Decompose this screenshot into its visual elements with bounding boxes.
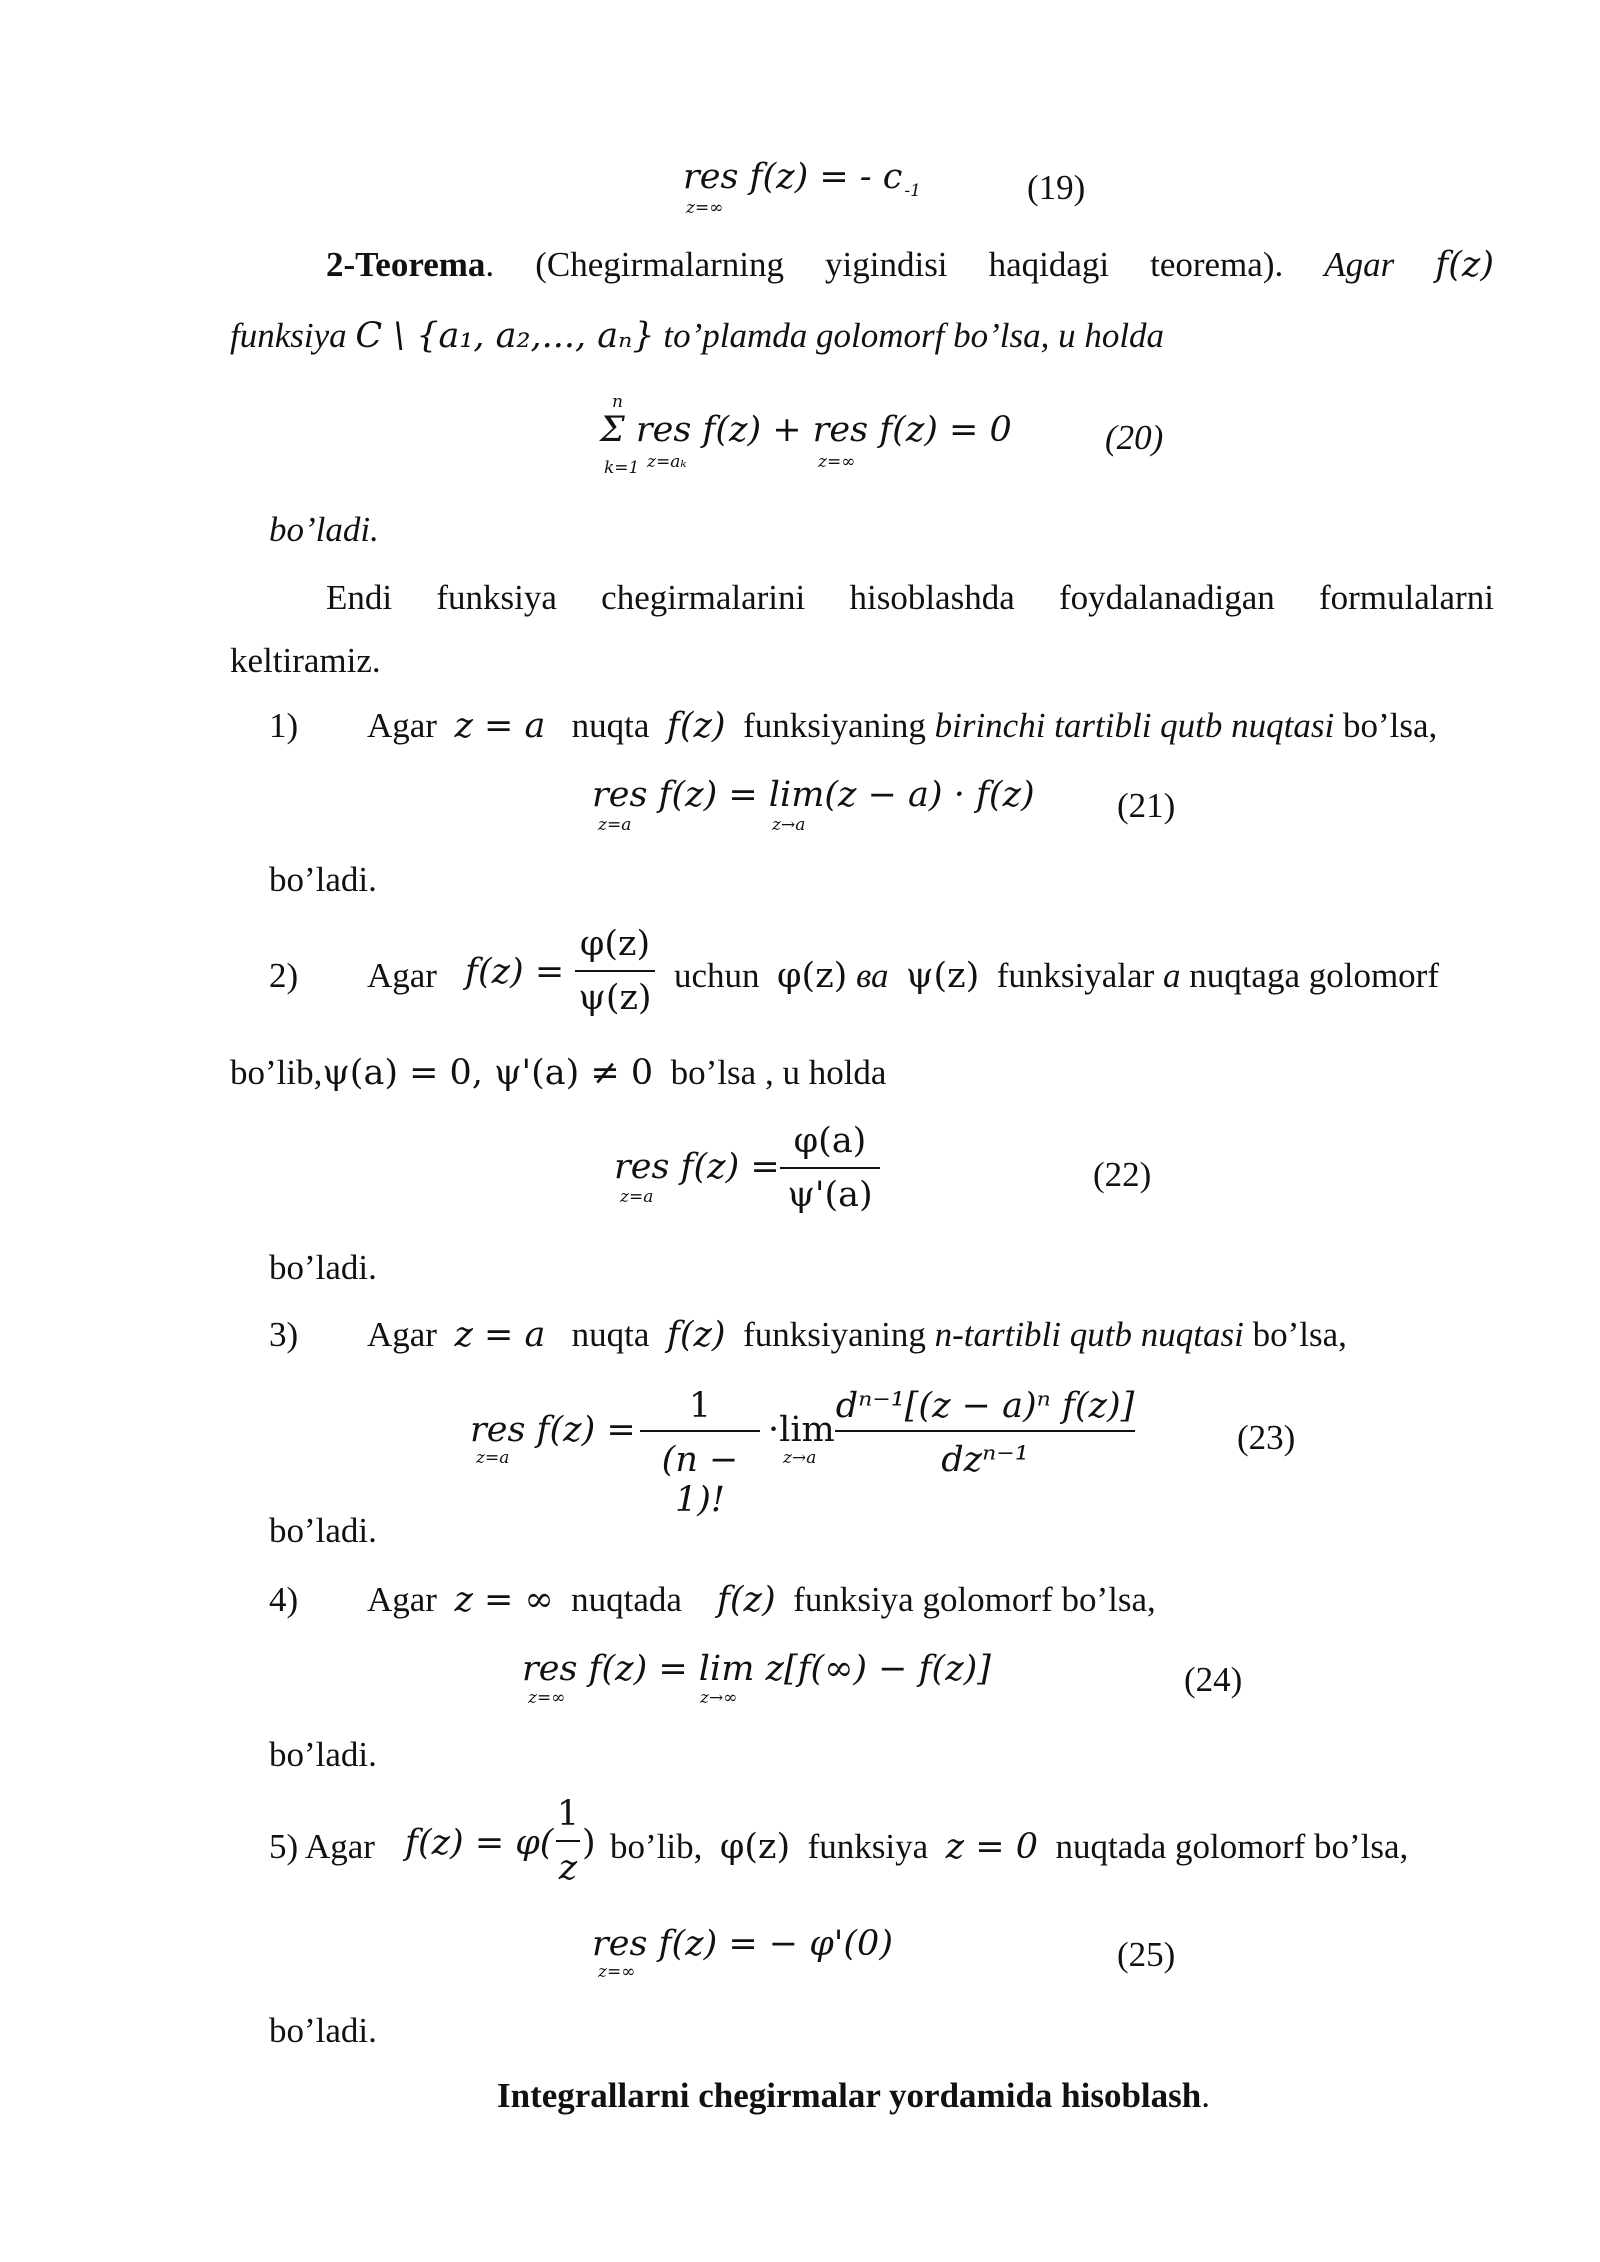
eq20-sum-top: n	[612, 392, 623, 412]
eq25-subscript: z=∞	[598, 1962, 636, 1982]
eq21-subscript-2: z→a	[772, 815, 806, 835]
item3-text: Agar z = a nuqta f(z) funksiyaning n-tartibli qutb nuqtasi bo’lsa,	[367, 1315, 1347, 1355]
eq24-formula: res f(z) = lim z[f(∞) − f(z)]	[522, 1649, 991, 1689]
boladi-text: bo’ladi.	[269, 1248, 377, 1287]
eq20-number: (20)	[1105, 418, 1164, 457]
intro-line2: keltiramiz.	[230, 641, 381, 680]
boladi-text: bo’ladi.	[269, 510, 379, 549]
item1-number: 1)	[269, 706, 299, 745]
eq21-number: (21)	[1117, 786, 1176, 825]
intro-line1: Endi funksiya chegirmalarini hisoblashda foydalanadigan formulalarni	[326, 578, 1494, 617]
theorem-word: teorema).	[1150, 245, 1284, 284]
boladi-text: bo’ladi.	[269, 860, 377, 899]
item1-text: Agar z = a nuqta f(z) funksiyaning birinchi tartibli qutb nuqtasi bo’lsa,	[367, 706, 1438, 746]
eq22-lhs: res f(z) =	[614, 1147, 780, 1187]
eq22-fraction: φ(a) ψ'(a)	[780, 1117, 880, 1217]
theorem-line2: funksiya C \ {a₁, a₂,..., aₙ} to’plamda golomorf bo’lsa, u holda	[230, 316, 1165, 356]
item2-line2: bo’lib,ψ(a) = 0, ψ'(a) ≠ 0 bo’lsa , u holda	[230, 1053, 887, 1093]
eq23-fraction-1: 1 (n − 1)!	[640, 1380, 760, 1480]
theorem-word: (Chegirmalarning	[535, 245, 784, 284]
eq19-number: (19)	[1027, 168, 1086, 207]
item2-number: 2)	[269, 956, 299, 995]
eq23-subscript: z=a	[476, 1448, 510, 1468]
item3-number: 3)	[269, 1315, 299, 1354]
item2-agar: Agar	[367, 956, 437, 995]
theorem-word: haqidagi	[988, 245, 1110, 284]
eq20-subscript-2: z=∞	[818, 452, 856, 472]
boladi-text: bo’ladi.	[269, 1511, 377, 1550]
eq22-subscript: z=a	[620, 1187, 654, 1207]
theorem-word: yigindisi	[825, 245, 948, 284]
item2-text: uchun φ(z) ва ψ(z) funksiyalar a nuqtaga golomorf	[674, 956, 1439, 996]
item5-close: )	[582, 1823, 596, 1863]
item4-number: 4)	[269, 1580, 299, 1619]
theorem-line1	[326, 245, 1494, 285]
eq23-fraction-2: dⁿ⁻¹[(z − a)ⁿ f(z)] dzⁿ⁻¹	[835, 1386, 1135, 1480]
theorem-label: 2-Teorema.	[326, 245, 495, 284]
boladi-text: bo’ladi.	[269, 2011, 377, 2050]
eq23-lhs: res f(z) =	[470, 1410, 636, 1450]
boladi-text: bo’ladi.	[269, 1735, 377, 1774]
eq23-lim: ·lim	[768, 1410, 835, 1450]
item2-fraction: φ(z) ψ(z)	[575, 920, 655, 1020]
item4-text: Agar z = ∞ nuqtada f(z) funksiya golomorf bo’lsa,	[367, 1580, 1156, 1620]
eq22-number: (22)	[1093, 1155, 1152, 1194]
item5-text: bo’lib, φ(z) funksiya z = 0 nuqtada golomorf bo’lsa,	[610, 1827, 1409, 1867]
eq25-number: (25)	[1117, 1935, 1176, 1974]
item5-lhs: f(z) = φ(	[405, 1823, 554, 1863]
eq24-subscript-2: z→∞	[700, 1688, 738, 1708]
eq19-subscript: z=∞	[686, 198, 724, 218]
eq24-number: (24)	[1184, 1660, 1243, 1699]
theorem-fz: f(z)	[1435, 245, 1494, 285]
eq23-number: (23)	[1237, 1418, 1296, 1457]
theorem-word: Agar	[1324, 245, 1395, 284]
eq23-lim-subscript: z→a	[783, 1448, 817, 1468]
eq20-formula: Σ res f(z) + res f(z) = 0	[600, 410, 1012, 450]
item2-lhs: f(z) =	[465, 952, 565, 992]
set-notation: C \ {a₁, a₂,..., aₙ}	[355, 316, 655, 356]
eq19-formula: res f(z) = - c $_{-1}$	[683, 157, 921, 201]
eq24-subscript-1: z=∞	[528, 1688, 566, 1708]
eq21-formula: res f(z) = lim(z − a) · f(z)	[592, 775, 1035, 815]
eq21-subscript-1: z=a	[598, 815, 632, 835]
item5-label: 5) Agar	[269, 1827, 375, 1866]
eq25-formula: res f(z) = − φ'(0)	[592, 1924, 893, 1964]
item5-fraction: 1 z	[556, 1794, 580, 1888]
section-heading: Integrallarni chegirmalar yordamida hisoblash.	[497, 2076, 1210, 2115]
eq20-subscript-1: z=aₖ	[647, 452, 687, 472]
eq20-sum-bottom: k=1	[604, 458, 640, 478]
